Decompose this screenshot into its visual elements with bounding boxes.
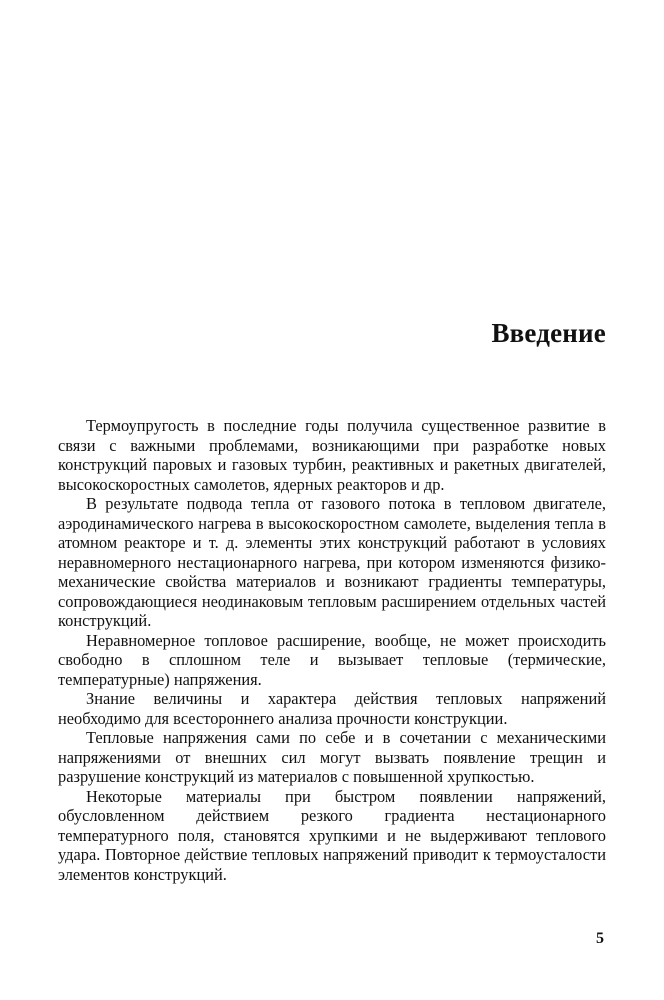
body-text: [58, 416, 606, 884]
paragraph-4: Знание величины и характера действия тепловых напряжений необходимо для всестороннего анализа прочности конструкции.: [58, 689, 606, 728]
chapter-title: Введение: [491, 318, 606, 348]
paragraph-2: В результате подвода тепла от газового потока в тепловом двигателе, аэродинамического нагрева в высокоскоростном самолете, выделения тепла в атомном реакторе и т. д. элементы этих конструкций работают в условиях неравномерного нестационарного нагрева, при котором изменяются физико-механические свойства материалов и возникают градиенты температуры, сопровождающиеся неодинаковым тепловым расширением отдельных частей конструкций.: [58, 494, 606, 630]
page-number: 5: [596, 930, 604, 947]
paragraph-5: Тепловые напряжения сами по себе и в сочетании с механическими напряжениями от внешних сил могут вызвать появление трещин и разрушение конструкций из материалов с повышенной хрупкостью.: [58, 728, 606, 786]
paragraph-1: Термоупругость в последние годы получила существенное развитие в связи с важными проблемами, возникающими при разработке новых конструкций паровых и газовых турбин, реактивных и ракетных двигателей, высокоскоростных самолетов, ядерных реакторов и др.: [58, 416, 606, 494]
paragraph-3: Неравномерное топловое расширение, вообще, не может происходить свободно в сплошном теле и вызывает тепловые (термические, температурные) напряжения.: [58, 630, 606, 689]
paragraph-6: Некоторые материалы при быстром появлении напряжений, обусловленном действием резкого градиента нестационарного температурного поля, становятся хрупкими и не выдерживают теплового удара. Повторное действие тепловых напряжений приводит к термоусталости элементов конструкций.: [58, 786, 606, 884]
